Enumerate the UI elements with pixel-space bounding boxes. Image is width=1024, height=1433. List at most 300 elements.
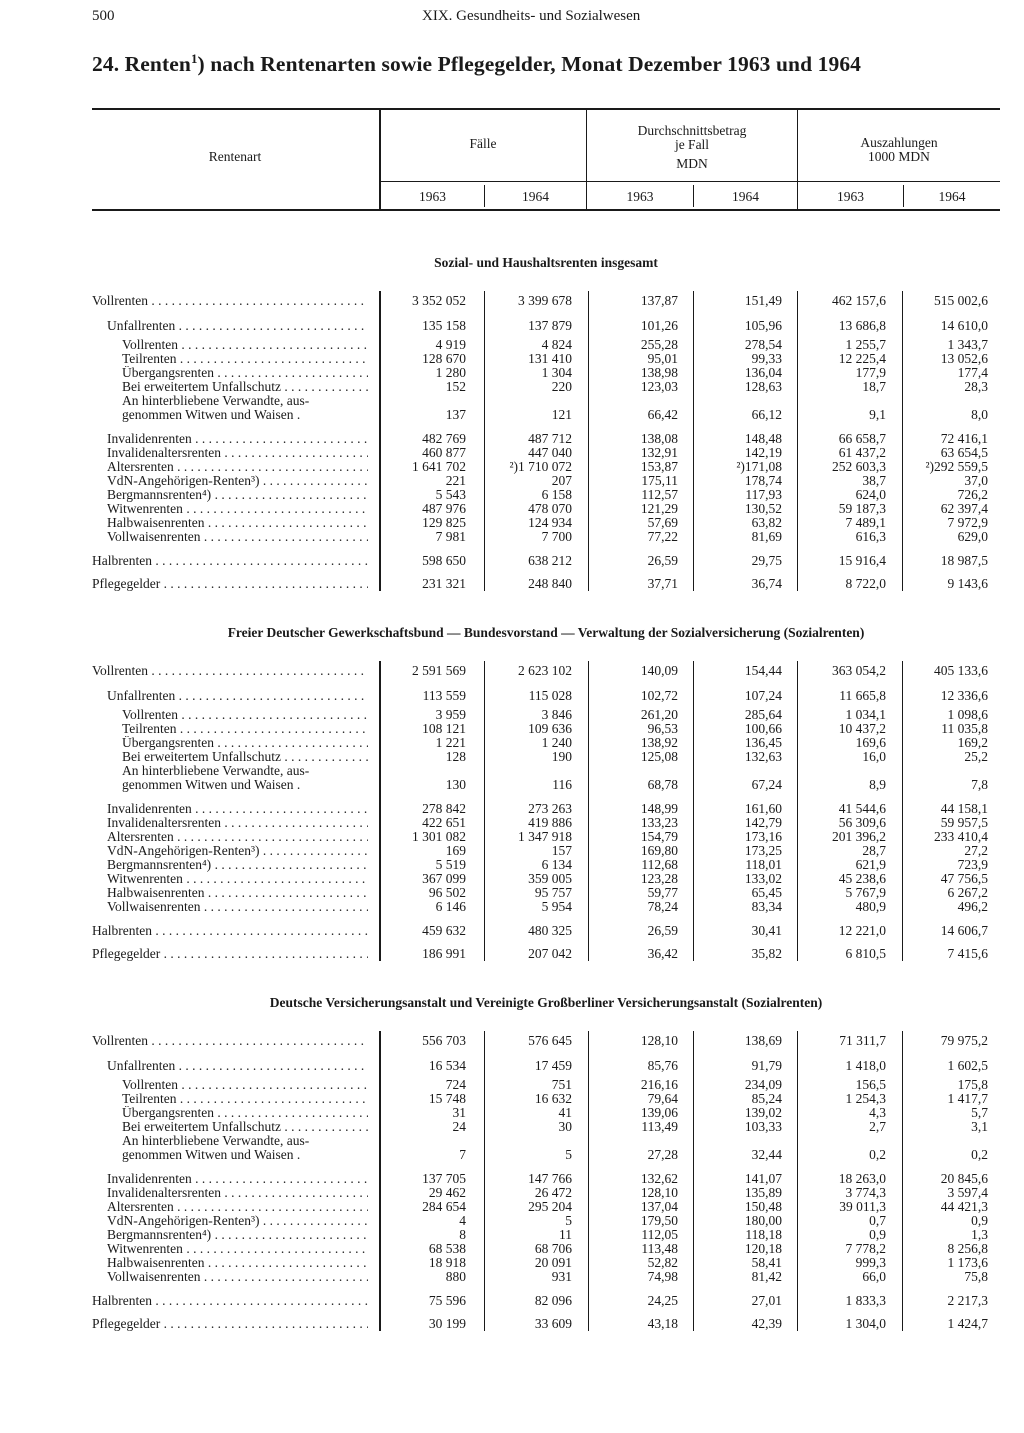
cell-auszahlungen-1964: 233 410,4 bbox=[934, 829, 988, 844]
row-label: Bergmannsrenten⁴) . . . bbox=[107, 1228, 368, 1242]
cell-auszahlungen-1964: 11 035,8 bbox=[941, 721, 988, 736]
cell-auszahlungen-1964: 62 397,4 bbox=[940, 501, 988, 516]
cell-auszahlungen-1964: 629,0 bbox=[957, 529, 988, 544]
row-label: Vollwaisenrenten . . . bbox=[107, 1270, 368, 1284]
cell-faelle-1964: 359 005 bbox=[528, 871, 572, 886]
table-row bbox=[0, 830, 1024, 844]
cell-faelle-1964: 137 879 bbox=[528, 318, 572, 333]
row-label: Altersrenten . . . bbox=[107, 830, 368, 844]
page-number: 500 bbox=[92, 8, 115, 24]
row-label: Witwenrenten . . . bbox=[107, 502, 368, 516]
cell-durchschnitt-1963: 175,11 bbox=[641, 473, 678, 488]
cell-faelle-1963: 482 769 bbox=[422, 431, 466, 446]
cell-auszahlungen-1963: 12 225,4 bbox=[838, 351, 886, 366]
cell-faelle-1963: 24 bbox=[452, 1119, 466, 1134]
cell-auszahlungen-1963: 462 157,6 bbox=[832, 293, 886, 308]
table-row bbox=[0, 1242, 1024, 1256]
cell-faelle-1963: 7 981 bbox=[435, 529, 466, 544]
cell-durchschnitt-1964: 35,82 bbox=[751, 946, 782, 961]
row-label: Pflegegelder . . . bbox=[92, 1317, 368, 1331]
cell-faelle-1964: 295 204 bbox=[528, 1199, 572, 1214]
cell-auszahlungen-1963: 1 034,1 bbox=[845, 707, 886, 722]
cell-durchschnitt-1963: 138,08 bbox=[640, 431, 678, 446]
table-row bbox=[0, 554, 1024, 568]
cell-faelle-1964: 115 028 bbox=[528, 688, 572, 703]
cell-faelle-1964: ²)1 710 072 bbox=[509, 459, 572, 474]
cell-durchschnitt-1964: 81,69 bbox=[751, 529, 782, 544]
cell-auszahlungen-1963: 1 254,3 bbox=[845, 1091, 886, 1106]
header-bottom-rule bbox=[92, 209, 1000, 211]
cell-durchschnitt-1963: 216,16 bbox=[640, 1077, 678, 1092]
table-row bbox=[0, 1186, 1024, 1200]
year-row-rule bbox=[380, 181, 1000, 182]
title-footnote-marker: 1 bbox=[190, 51, 198, 66]
cell-auszahlungen-1964: 515 002,6 bbox=[934, 293, 988, 308]
row-label: Übergangsrenten . . . bbox=[122, 736, 368, 750]
cell-faelle-1964: 157 bbox=[551, 843, 572, 858]
cell-durchschnitt-1964: 66,12 bbox=[751, 407, 782, 422]
row-label: Bei erweitertem Unfallschutz . . . bbox=[122, 750, 368, 764]
cell-faelle-1964: 207 042 bbox=[528, 946, 572, 961]
cell-durchschnitt-1964: 151,49 bbox=[744, 293, 782, 308]
header-durchschnitt-3: MDN bbox=[676, 156, 708, 171]
cell-faelle-1963: 487 976 bbox=[422, 501, 466, 516]
header-auszahlungen-1: Auszahlungen bbox=[860, 135, 938, 150]
header-rentenart: Rentenart bbox=[208, 149, 262, 164]
table-row bbox=[0, 844, 1024, 858]
cell-faelle-1963: 96 502 bbox=[428, 885, 466, 900]
cell-auszahlungen-1964: 7 415,6 bbox=[947, 946, 988, 961]
cell-durchschnitt-1964: 142,79 bbox=[744, 815, 782, 830]
table-row bbox=[0, 886, 1024, 900]
table-row bbox=[0, 1317, 1024, 1331]
cell-auszahlungen-1964: 25,2 bbox=[964, 749, 988, 764]
cell-auszahlungen-1964: 1,3 bbox=[971, 1227, 988, 1242]
cell-auszahlungen-1964: 1 602,5 bbox=[947, 1058, 988, 1073]
row-label: Übergangsrenten . . . bbox=[122, 366, 368, 380]
cell-faelle-1963: 1 641 702 bbox=[412, 459, 466, 474]
cell-durchschnitt-1964: 118,18 bbox=[745, 1227, 782, 1242]
cell-durchschnitt-1963: 128,10 bbox=[640, 1033, 678, 1048]
cell-auszahlungen-1963: 999,3 bbox=[855, 1255, 886, 1270]
table-row bbox=[0, 338, 1024, 352]
cell-faelle-1963: 16 534 bbox=[428, 1058, 466, 1073]
cell-auszahlungen-1963: 7 778,2 bbox=[845, 1241, 886, 1256]
row-label: An hinterbliebene Verwandte, aus- bbox=[122, 1133, 310, 1148]
cell-durchschnitt-1964: 27,01 bbox=[751, 1293, 782, 1308]
table-row bbox=[0, 816, 1024, 830]
row-label: Halbwaisenrenten . . . bbox=[107, 886, 368, 900]
row-label: Bergmannsrenten⁴) . . . bbox=[107, 858, 368, 872]
cell-faelle-1963: 113 559 bbox=[422, 688, 466, 703]
cell-faelle-1963: 130 bbox=[445, 777, 466, 792]
table-row bbox=[0, 408, 1024, 422]
header-durchschnitt-1: Durchschnittsbetrag bbox=[637, 123, 747, 138]
cell-faelle-1963: 137 bbox=[445, 407, 466, 422]
row-label: Vollrenten . . . bbox=[122, 338, 368, 352]
cell-faelle-1963: 7 bbox=[459, 1147, 466, 1162]
table-row bbox=[0, 947, 1024, 961]
cell-faelle-1963: 128 670 bbox=[422, 351, 466, 366]
cell-faelle-1963: 1 301 082 bbox=[412, 829, 466, 844]
row-label: VdN-Angehörigen-Renten³) . . . bbox=[107, 474, 368, 488]
row-label: Invalidenrenten . . . bbox=[107, 1172, 368, 1186]
cell-auszahlungen-1964: 27,2 bbox=[964, 843, 988, 858]
table-row bbox=[0, 432, 1024, 446]
cell-auszahlungen-1963: 1 304,0 bbox=[845, 1316, 886, 1331]
row-label: An hinterbliebene Verwandte, aus- bbox=[122, 763, 310, 778]
table-row bbox=[0, 1134, 1024, 1148]
cell-durchschnitt-1964: 133,02 bbox=[744, 871, 782, 886]
table-row bbox=[0, 1256, 1024, 1270]
cell-auszahlungen-1963: 1 255,7 bbox=[845, 337, 886, 352]
table-row bbox=[0, 1294, 1024, 1308]
cell-durchschnitt-1963: 153,87 bbox=[640, 459, 678, 474]
cell-auszahlungen-1964: 79 975,2 bbox=[940, 1033, 988, 1048]
cell-faelle-1964: 109 636 bbox=[528, 721, 572, 736]
cell-durchschnitt-1964: 120,18 bbox=[744, 1241, 782, 1256]
cell-durchschnitt-1964: 278,54 bbox=[744, 337, 782, 352]
cell-auszahlungen-1964: 7,8 bbox=[971, 777, 988, 792]
cell-durchschnitt-1963: 36,42 bbox=[647, 946, 678, 961]
row-label: Witwenrenten . . . bbox=[107, 872, 368, 886]
cell-auszahlungen-1964: 72 416,1 bbox=[940, 431, 988, 446]
cell-durchschnitt-1963: 79,64 bbox=[647, 1091, 678, 1106]
cell-faelle-1964: 26 472 bbox=[534, 1185, 572, 1200]
cell-faelle-1964: 6 158 bbox=[541, 487, 572, 502]
table-row bbox=[0, 750, 1024, 764]
header-durchschnitt-2: je Fall bbox=[674, 137, 710, 152]
cell-faelle-1964: 30 bbox=[558, 1119, 572, 1134]
table-row bbox=[0, 1120, 1024, 1134]
cell-durchschnitt-1963: 85,76 bbox=[647, 1058, 678, 1073]
cell-durchschnitt-1963: 112,05 bbox=[641, 1227, 678, 1242]
cell-faelle-1963: 129 825 bbox=[422, 515, 466, 530]
cell-durchschnitt-1964: 173,16 bbox=[744, 829, 782, 844]
cell-auszahlungen-1963: 45 238,6 bbox=[838, 871, 886, 886]
cell-durchschnitt-1964: 136,45 bbox=[744, 735, 782, 750]
cell-durchschnitt-1964: 150,48 bbox=[744, 1199, 782, 1214]
table-row bbox=[0, 319, 1024, 333]
cell-faelle-1964: 487 712 bbox=[528, 431, 572, 446]
cell-faelle-1963: 460 877 bbox=[422, 445, 466, 460]
row-label: Invalidenaltersrenten . . . bbox=[107, 1186, 368, 1200]
cell-auszahlungen-1964: 3,1 bbox=[971, 1119, 988, 1134]
header-auszahlungen-2: 1000 MDN bbox=[868, 149, 930, 164]
cell-auszahlungen-1963: 624,0 bbox=[855, 487, 886, 502]
row-label: Bei erweitertem Unfallschutz . . . bbox=[122, 1120, 368, 1134]
cell-durchschnitt-1963: 123,28 bbox=[640, 871, 678, 886]
cell-faelle-1963: 724 bbox=[445, 1077, 466, 1092]
cell-durchschnitt-1963: 121,29 bbox=[640, 501, 678, 516]
cell-auszahlungen-1963: 8 722,0 bbox=[845, 576, 886, 591]
cell-faelle-1964: 751 bbox=[551, 1077, 572, 1092]
cell-faelle-1964: 121 bbox=[551, 407, 572, 422]
cell-durchschnitt-1963: 139,06 bbox=[640, 1105, 678, 1120]
row-label: Teilrenten . . . bbox=[122, 722, 368, 736]
row-label: Vollwaisenrenten . . . bbox=[107, 530, 368, 544]
row-label: Pflegegelder . . . bbox=[92, 947, 368, 961]
cell-durchschnitt-1964: 154,44 bbox=[744, 663, 782, 678]
cell-faelle-1964: 248 840 bbox=[528, 576, 572, 591]
cell-faelle-1963: 137 705 bbox=[422, 1171, 466, 1186]
header-year-faelle-1963: 1963 bbox=[419, 189, 446, 204]
cell-auszahlungen-1963: 0,2 bbox=[869, 1147, 886, 1162]
cell-auszahlungen-1964: 75,8 bbox=[964, 1269, 988, 1284]
cell-auszahlungen-1963: 1 418,0 bbox=[845, 1058, 886, 1073]
cell-faelle-1963: 108 121 bbox=[422, 721, 466, 736]
cell-durchschnitt-1963: 27,28 bbox=[647, 1147, 678, 1162]
row-label: Unfallrenten . . . bbox=[107, 689, 368, 703]
cell-durchschnitt-1963: 37,71 bbox=[647, 576, 678, 591]
cell-durchschnitt-1963: 78,24 bbox=[647, 899, 678, 914]
row-label: Teilrenten . . . bbox=[122, 352, 368, 366]
table-row bbox=[0, 1148, 1024, 1162]
page-header bbox=[92, 8, 1000, 30]
row-label: Übergangsrenten . . . bbox=[122, 1106, 368, 1120]
cell-faelle-1963: 5 519 bbox=[435, 857, 466, 872]
cell-durchschnitt-1963: 138,98 bbox=[640, 365, 678, 380]
cell-auszahlungen-1963: 7 489,1 bbox=[845, 515, 886, 530]
cell-faelle-1964: 480 325 bbox=[528, 923, 572, 938]
cell-durchschnitt-1964: 178,74 bbox=[744, 473, 782, 488]
cell-durchschnitt-1964: 118,01 bbox=[745, 857, 782, 872]
cell-durchschnitt-1963: 255,28 bbox=[640, 337, 678, 352]
cell-durchschnitt-1963: 26,59 bbox=[647, 553, 678, 568]
cell-durchschnitt-1963: 68,78 bbox=[647, 777, 678, 792]
cell-auszahlungen-1963: 66,0 bbox=[862, 1269, 886, 1284]
cell-auszahlungen-1963: 4,3 bbox=[869, 1105, 886, 1120]
cell-durchschnitt-1963: 132,62 bbox=[640, 1171, 678, 1186]
cell-durchschnitt-1963: 128,10 bbox=[640, 1185, 678, 1200]
cell-faelle-1964: 207 bbox=[551, 473, 572, 488]
cell-auszahlungen-1963: 11 665,8 bbox=[839, 688, 886, 703]
table-row bbox=[0, 1059, 1024, 1073]
cell-auszahlungen-1963: 10 437,2 bbox=[838, 721, 886, 736]
cell-durchschnitt-1963: 95,01 bbox=[647, 351, 678, 366]
cell-auszahlungen-1963: 38,7 bbox=[862, 473, 886, 488]
cell-auszahlungen-1964: 13 052,6 bbox=[940, 351, 988, 366]
table-row bbox=[0, 294, 1024, 308]
cell-auszahlungen-1963: 1 833,3 bbox=[845, 1293, 886, 1308]
cell-auszahlungen-1964: 7 972,9 bbox=[947, 515, 988, 530]
cell-durchschnitt-1963: 112,57 bbox=[641, 487, 678, 502]
cell-faelle-1964: 6 134 bbox=[541, 857, 572, 872]
cell-faelle-1963: 30 199 bbox=[428, 1316, 466, 1331]
cell-faelle-1964: 478 070 bbox=[528, 501, 572, 516]
table-row bbox=[0, 460, 1024, 474]
cell-faelle-1964: 273 263 bbox=[528, 801, 572, 816]
cell-durchschnitt-1964: 136,04 bbox=[744, 365, 782, 380]
cell-faelle-1963: 221 bbox=[445, 473, 466, 488]
cell-faelle-1964: 419 886 bbox=[528, 815, 572, 830]
table-title-rest: ) nach Rentenarten sowie Pflegegelder, Monat Dezember 1963 und 1964 bbox=[197, 52, 862, 76]
row-label: Invalidenaltersrenten . . . bbox=[107, 816, 368, 830]
cell-durchschnitt-1964: 30,41 bbox=[751, 923, 782, 938]
cell-durchschnitt-1963: 96,53 bbox=[647, 721, 678, 736]
cell-auszahlungen-1964: 723,9 bbox=[957, 857, 988, 872]
cell-auszahlungen-1963: 0,9 bbox=[869, 1227, 886, 1242]
cell-durchschnitt-1964: 91,79 bbox=[751, 1058, 782, 1073]
header-year-auszahlungen-1964: 1964 bbox=[938, 189, 966, 204]
cell-faelle-1964: 3 399 678 bbox=[518, 293, 572, 308]
row-label: Halbwaisenrenten . . . bbox=[107, 1256, 368, 1270]
cell-auszahlungen-1964: 2 217,3 bbox=[947, 1293, 988, 1308]
row-label: Altersrenten . . . bbox=[107, 1200, 368, 1214]
cell-faelle-1964: 190 bbox=[551, 749, 572, 764]
cell-faelle-1964: 576 645 bbox=[528, 1033, 572, 1048]
cell-faelle-1963: 880 bbox=[445, 1269, 466, 1284]
cell-durchschnitt-1964: 132,63 bbox=[744, 749, 782, 764]
header-year-durchschnitt-1963: 1963 bbox=[626, 189, 654, 204]
cell-faelle-1964: 1 347 918 bbox=[518, 829, 572, 844]
cell-faelle-1963: 135 158 bbox=[422, 318, 466, 333]
cell-durchschnitt-1963: 74,98 bbox=[647, 1269, 678, 1284]
cell-durchschnitt-1963: 52,82 bbox=[647, 1255, 678, 1270]
section-title: Deutsche Versicherungsanstalt und Vereinigte Großberliner Versicherungsanstalt (Sozialrenten) bbox=[269, 995, 823, 1010]
section-title: Freier Deutscher Gewerkschaftsbund — Bundesvorstand — Verwaltung der Sozialversicherung (Sozialrenten) bbox=[227, 625, 865, 640]
cell-durchschnitt-1963: 148,99 bbox=[640, 801, 678, 816]
cell-faelle-1963: 75 596 bbox=[428, 1293, 466, 1308]
table-row bbox=[0, 924, 1024, 938]
cell-faelle-1963: 186 991 bbox=[422, 946, 466, 961]
cell-faelle-1964: 41 bbox=[558, 1105, 572, 1120]
row-label: Halbrenten . . . bbox=[92, 554, 368, 568]
table-row bbox=[0, 446, 1024, 460]
cell-durchschnitt-1964: 81,42 bbox=[751, 1269, 782, 1284]
cell-durchschnitt-1963: 169,80 bbox=[640, 843, 678, 858]
table-row bbox=[0, 778, 1024, 792]
cell-faelle-1964: 5 bbox=[565, 1147, 572, 1162]
cell-auszahlungen-1964: 1 424,7 bbox=[947, 1316, 988, 1331]
cell-auszahlungen-1963: 8,9 bbox=[869, 777, 886, 792]
cell-auszahlungen-1963: 12 221,0 bbox=[838, 923, 886, 938]
cell-durchschnitt-1964: 65,45 bbox=[751, 885, 782, 900]
cell-auszahlungen-1963: 41 544,6 bbox=[838, 801, 886, 816]
cell-durchschnitt-1963: 43,18 bbox=[647, 1316, 678, 1331]
header-year-durchschnitt-1964: 1964 bbox=[732, 189, 759, 204]
cell-durchschnitt-1963: 154,79 bbox=[640, 829, 678, 844]
table-row bbox=[0, 722, 1024, 736]
cell-auszahlungen-1964: 1 343,7 bbox=[947, 337, 988, 352]
table-row bbox=[0, 1092, 1024, 1106]
cell-auszahlungen-1964: 8 256,8 bbox=[947, 1241, 988, 1256]
cell-auszahlungen-1964: 1 098,6 bbox=[947, 707, 988, 722]
cell-durchschnitt-1963: 112,68 bbox=[641, 857, 678, 872]
cell-auszahlungen-1964: 175,8 bbox=[957, 1077, 988, 1092]
cell-faelle-1963: 3 352 052 bbox=[412, 293, 466, 308]
cell-faelle-1964: 2 623 102 bbox=[518, 663, 572, 678]
table-row bbox=[0, 872, 1024, 886]
row-label: Halbwaisenrenten . . . bbox=[107, 516, 368, 530]
cell-durchschnitt-1963: 113,49 bbox=[641, 1119, 678, 1134]
cell-auszahlungen-1964: 18 987,5 bbox=[940, 553, 988, 568]
cell-faelle-1964: 131 410 bbox=[528, 351, 572, 366]
cell-auszahlungen-1963: 39 011,3 bbox=[839, 1199, 886, 1214]
cell-faelle-1964: 1 304 bbox=[541, 365, 572, 380]
cell-auszahlungen-1964: 59 957,5 bbox=[940, 815, 988, 830]
cell-durchschnitt-1963: 59,77 bbox=[647, 885, 678, 900]
row-label: Vollrenten . . . bbox=[92, 664, 368, 678]
cell-durchschnitt-1964: 103,33 bbox=[744, 1119, 782, 1134]
cell-faelle-1964: 1 240 bbox=[541, 735, 572, 750]
row-label: Vollrenten . . . bbox=[92, 1034, 368, 1048]
cell-durchschnitt-1963: 137,87 bbox=[640, 293, 678, 308]
cell-faelle-1963: 6 146 bbox=[435, 899, 466, 914]
cell-auszahlungen-1964: 28,3 bbox=[964, 379, 988, 394]
row-label: An hinterbliebene Verwandte, aus- bbox=[122, 393, 310, 408]
table-row bbox=[0, 488, 1024, 502]
row-label: Bei erweitertem Unfallschutz . . . bbox=[122, 380, 368, 394]
cell-durchschnitt-1964: 99,33 bbox=[751, 351, 782, 366]
cell-durchschnitt-1964: 139,02 bbox=[744, 1105, 782, 1120]
table-row bbox=[0, 1172, 1024, 1186]
cell-auszahlungen-1963: 6 810,5 bbox=[845, 946, 886, 961]
cell-auszahlungen-1963: 16,0 bbox=[862, 749, 886, 764]
cell-faelle-1964: 220 bbox=[551, 379, 572, 394]
cell-auszahlungen-1963: 13 686,8 bbox=[838, 318, 886, 333]
cell-faelle-1964: 20 091 bbox=[534, 1255, 572, 1270]
table-row bbox=[0, 366, 1024, 380]
cell-faelle-1963: 128 bbox=[445, 749, 466, 764]
cell-durchschnitt-1963: 133,23 bbox=[640, 815, 678, 830]
cell-faelle-1963: 284 654 bbox=[422, 1199, 466, 1214]
header-top-rule bbox=[92, 108, 1000, 110]
table-row bbox=[0, 474, 1024, 488]
cell-auszahlungen-1964: 14 606,7 bbox=[940, 923, 988, 938]
cell-auszahlungen-1964: 1 417,7 bbox=[947, 1091, 988, 1106]
cell-auszahlungen-1964: 5,7 bbox=[971, 1105, 988, 1120]
cell-auszahlungen-1963: 363 054,2 bbox=[832, 663, 886, 678]
cell-faelle-1963: 278 842 bbox=[422, 801, 466, 816]
cell-durchschnitt-1964: 107,24 bbox=[744, 688, 782, 703]
row-label: Vollwaisenrenten . . . bbox=[107, 900, 368, 914]
cell-auszahlungen-1963: 156,5 bbox=[855, 1077, 886, 1092]
cell-auszahlungen-1964: 169,2 bbox=[957, 735, 988, 750]
cell-faelle-1963: 422 651 bbox=[422, 815, 466, 830]
cell-durchschnitt-1963: 113,48 bbox=[641, 1241, 678, 1256]
table-row bbox=[0, 530, 1024, 544]
table-row bbox=[0, 858, 1024, 872]
cell-durchschnitt-1964: 67,24 bbox=[751, 777, 782, 792]
cell-durchschnitt-1964: 173,25 bbox=[744, 843, 782, 858]
cell-faelle-1964: 68 706 bbox=[534, 1241, 572, 1256]
cell-durchschnitt-1964: 85,24 bbox=[751, 1091, 782, 1106]
cell-durchschnitt-1964: 161,60 bbox=[744, 801, 782, 816]
cell-durchschnitt-1963: 140,09 bbox=[640, 663, 678, 678]
table-row bbox=[0, 736, 1024, 750]
cell-faelle-1963: 152 bbox=[445, 379, 466, 394]
cell-auszahlungen-1963: 15 916,4 bbox=[838, 553, 886, 568]
cell-durchschnitt-1963: 66,42 bbox=[647, 407, 678, 422]
cell-auszahlungen-1963: 3 774,3 bbox=[845, 1185, 886, 1200]
table-row bbox=[0, 352, 1024, 366]
table-row bbox=[0, 1200, 1024, 1214]
cell-durchschnitt-1963: 102,72 bbox=[640, 688, 678, 703]
table-row bbox=[0, 1228, 1024, 1242]
cell-faelle-1963: 3 959 bbox=[435, 707, 466, 722]
header-year-faelle-1964: 1964 bbox=[522, 189, 549, 204]
cell-durchschnitt-1964: 180,00 bbox=[744, 1213, 782, 1228]
cell-durchschnitt-1964: 105,96 bbox=[744, 318, 782, 333]
section-title: Sozial- und Haushaltsrenten insgesamt bbox=[434, 255, 658, 270]
row-label: Bergmannsrenten⁴) . . . bbox=[107, 488, 368, 502]
cell-durchschnitt-1963: 101,26 bbox=[640, 318, 678, 333]
cell-faelle-1964: 447 040 bbox=[528, 445, 572, 460]
row-label: genommen Witwen und Waisen . bbox=[122, 407, 301, 422]
cell-faelle-1964: 5 954 bbox=[541, 899, 572, 914]
cell-auszahlungen-1964: 8,0 bbox=[971, 407, 988, 422]
